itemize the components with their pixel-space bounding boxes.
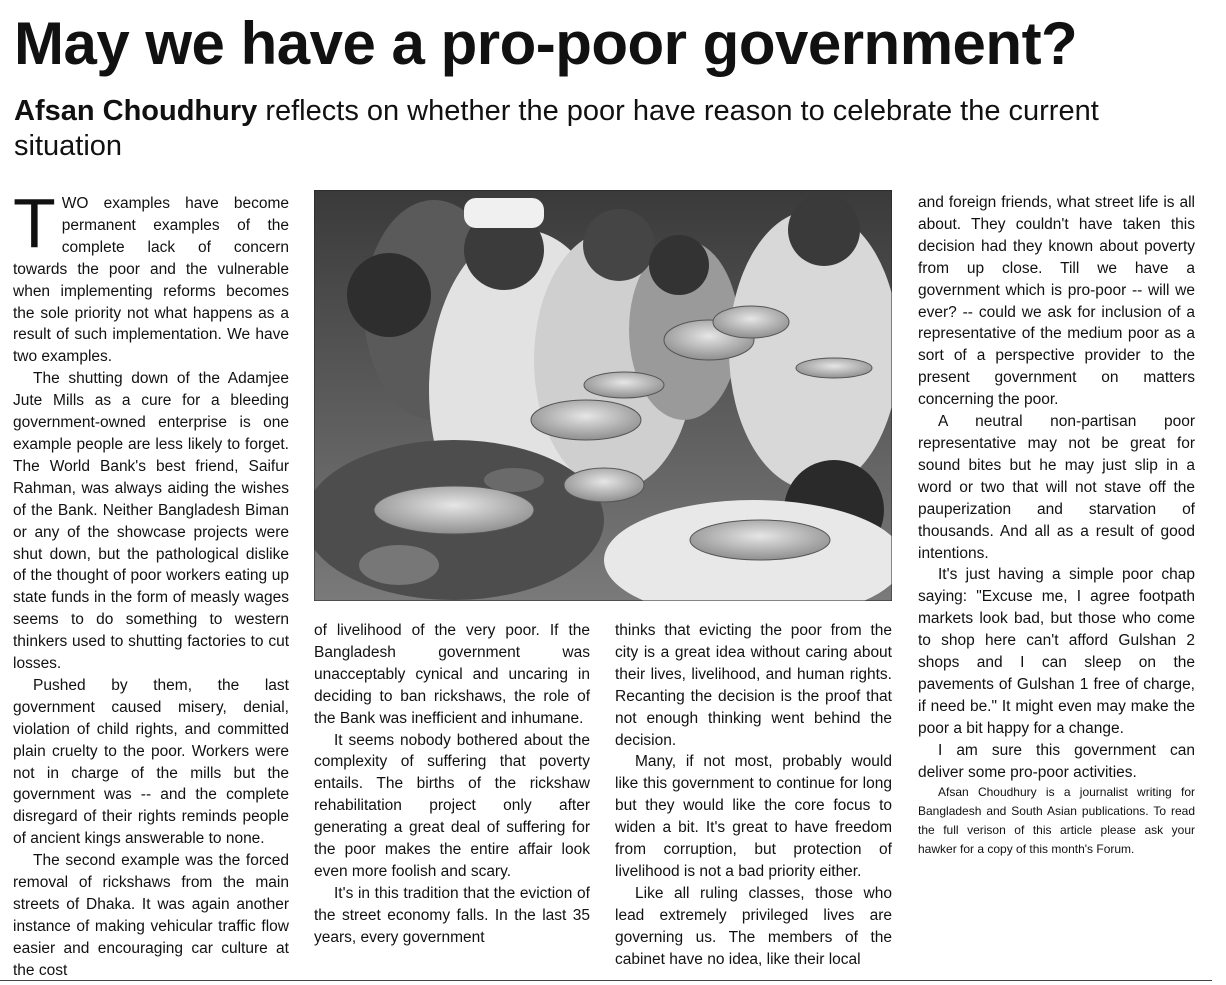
paragraph: Like all ruling classes, those who lead extremely privileged lives are governing us. The members of the cabinet have no idea, like their local	[615, 884, 892, 968]
paragraph: A neutral non-partisan poor representative may not be great for sound bites but he may just slip in a word or two that will not stave off the pauperization and starvation of thousands. And all as a result of good intentions.	[918, 413, 1195, 562]
paragraph: I am sure this government can deliver some pro-poor activities.	[918, 741, 1195, 781]
bottom-rule	[0, 980, 1212, 981]
article-column-3	[615, 620, 892, 971]
paragraph: of livelihood of the very poor. If the Bangladesh government was unacceptably cynical and uncaring in deciding to ban rickshaws, the role of the Bank was inefficient and inhumane.	[314, 622, 590, 727]
article-column-2	[314, 620, 590, 949]
paragraph: thinks that evicting the poor from the city is a great idea without caring about their lives, livelihood, and human rights. Recanting the decision is the proof that not enough thinking went behind the decision.	[615, 622, 892, 749]
paragraph: It's in this tradition that the eviction of the street economy falls. In the last 35 years, every government	[314, 884, 590, 946]
deck	[14, 94, 1204, 164]
paragraph: and foreign friends, what street life is all about. They couldn't have taken this decision had they known about poverty from up close. Till we have a government which is pro-poor -- will we ever? -- could we ask for inclusion of a representative of the medium poor as a sort of a perspective provider to the present government on matters concerning the poor.	[918, 194, 1195, 409]
paragraph: It's just having a simple poor chap saying: "Excuse me, I agree footpath markets look bad, but those who come to shop here can't afford Gulshan 2 shops and I can sleep on the pavements of Gulshan 1 free of charge, if need be." It might even may make the poor a bit happy for a change.	[918, 566, 1195, 737]
protest-photo-icon	[314, 190, 892, 601]
headline: May we have a pro-poor government?	[14, 10, 1078, 77]
drop-cap: T	[13, 184, 56, 262]
author-name: Afsan Choudhury	[14, 95, 258, 127]
article-column-4	[918, 192, 1195, 859]
paragraph: WO examples have become permanent examples of the complete lack of concern towards the poor and the vulnerable when implementing reforms becomes the sole priority not what happens as a result of such implementation. We have two examples.	[13, 195, 289, 366]
author-bio: Afsan Choudhury is a journalist writing for Bangladesh and South Asian publications. To read the full verison of this article please ask your hawker for a copy of this month's Forum.	[918, 785, 1195, 857]
paragraph: It seems nobody bothered about the complexity of suffering that poverty entails. The births of the rickshaw rehabilitation project only after generating a great deal of suffering for the poor makes the entire affair look even more foolish and scary.	[314, 731, 590, 880]
deck-text: reflects on whether the poor have reason to celebrate the current situation	[14, 95, 1099, 162]
paragraph: The second example was the forced removal of rickshaws from the main streets of Dhaka. It was again another instance of making vehicular traffic flow easier and encouraging car culture at the cost	[13, 852, 289, 979]
protest-photo	[314, 190, 892, 601]
paragraph: Many, if not most, probably would like this government to continue for long but they would like the core focus to widen a bit. It's great to have freedom from corruption, but protection of livelihood is not a bad priority either.	[615, 753, 892, 880]
paragraph: Pushed by them, the last government caused misery, denial, violation of child rights, and committed plain cruelty to the poor. Workers were not in charge of the mills but the government was -- and the complete disregard of their rights reminds people of ancient kings answerable to none.	[13, 676, 289, 848]
article-column-1	[13, 184, 289, 982]
paragraph: The shutting down of the Adamjee Jute Mills as a cure for a bleeding government-owned enterprise is one example people are less likely to forget. The World Bank's best friend, Saifur Rahman, was always aiding the wishes of the Bank. Neither Bangladesh Biman or any of the showcase projects were shut down, but the pathological dislike of the thought of poor workers eating up state funds in the form of measly wages seems to do something to western thinkers used to shutting factories to cut losses.	[13, 370, 289, 673]
